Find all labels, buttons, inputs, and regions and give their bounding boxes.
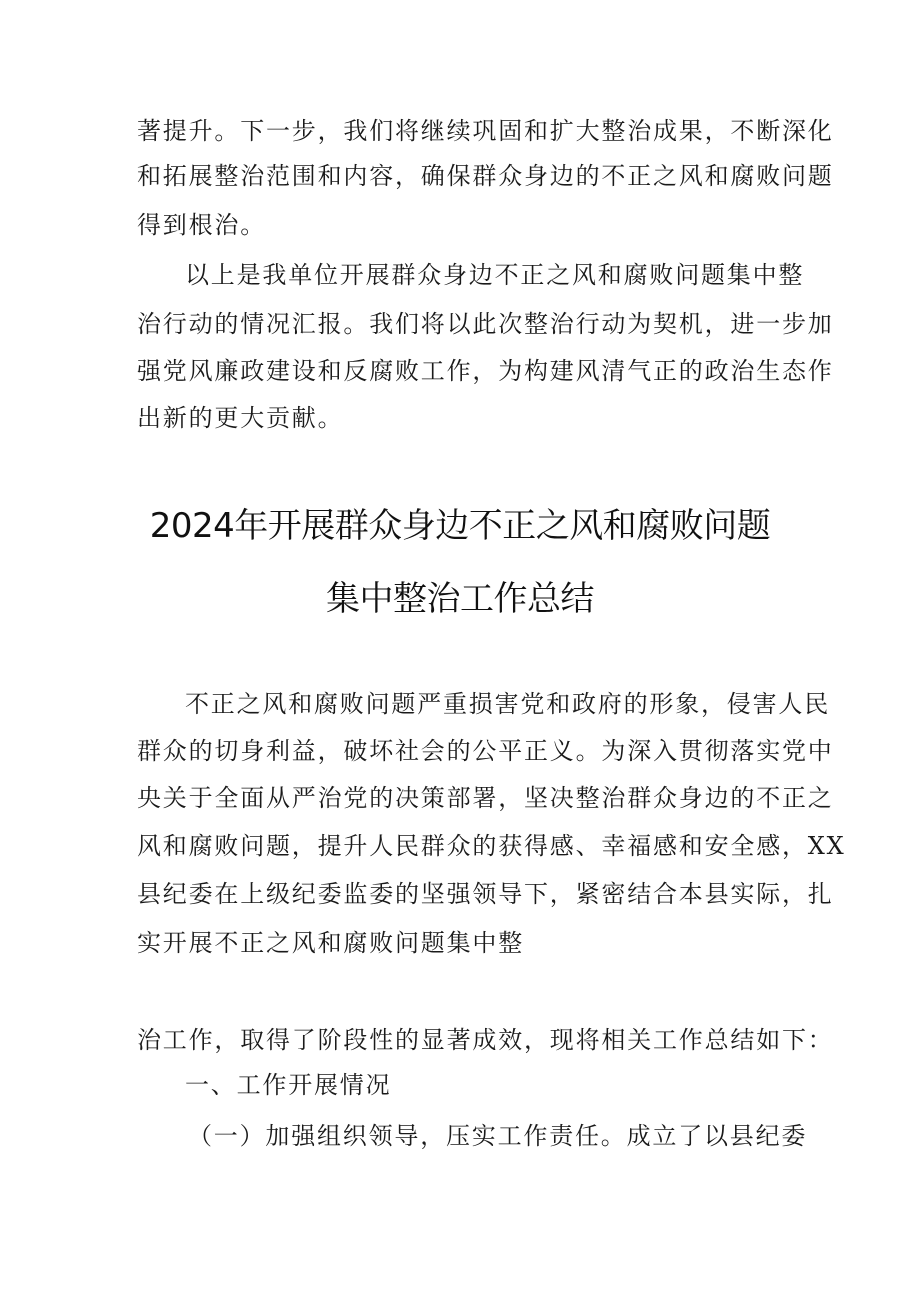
intro-line-6: 实开展不正之风和腐败问题集中整 (137, 929, 524, 957)
document-title-line-1: 2024年开展群众身边不正之风和腐败问题 (149, 506, 771, 546)
intro-continued-line: 治工作，取得了阶段性的显著成效，现将相关工作总结如下： (137, 1026, 834, 1054)
closing-line-3: 强党风廉政建设和反腐败工作，为构建风清气正的政治生态作 (137, 357, 834, 385)
continuation-line-3: 得到根治。 (137, 211, 266, 239)
intro-line-5: 县纪委在上级纪委监委的坚强领导下，紧密结合本县实际，扎 (137, 880, 834, 908)
closing-line-2: 治行动的情况汇报。我们将以此次整治行动为契机，进一步加 (137, 310, 834, 338)
continuation-line-1: 著提升。下一步，我们将继续巩固和扩大整治成果，不断深化 (137, 117, 834, 145)
intro-line-2: 群众的切身利益，破坏社会的公平正义。为深入贯彻落实党中 (137, 737, 834, 765)
closing-line-4: 出新的更大贡献。 (137, 404, 344, 432)
continuation-line-2: 和拓展整治范围和内容，确保群众身边的不正之风和腐败问题 (137, 162, 834, 190)
document-title-line-2: 集中整治工作总结 (326, 579, 594, 619)
closing-line-1: 以上是我单位开展群众身边不正之风和腐败问题集中整 (185, 261, 805, 289)
subsection-heading: （一）加强组织领导，压实工作责任。成立了以县纪委 (188, 1122, 808, 1150)
intro-line-1: 不正之风和腐败问题严重损害党和政府的形象，侵害人民 (185, 690, 830, 718)
intro-line-3: 央关于全面从严治党的决策部署，坚决整治群众身边的不正之 (137, 784, 834, 812)
section-heading: 一、工作开展情况 (185, 1071, 392, 1099)
intro-line-4: 风和腐败问题，提升人民群众的获得感、幸福感和安全感，XX (137, 832, 846, 860)
